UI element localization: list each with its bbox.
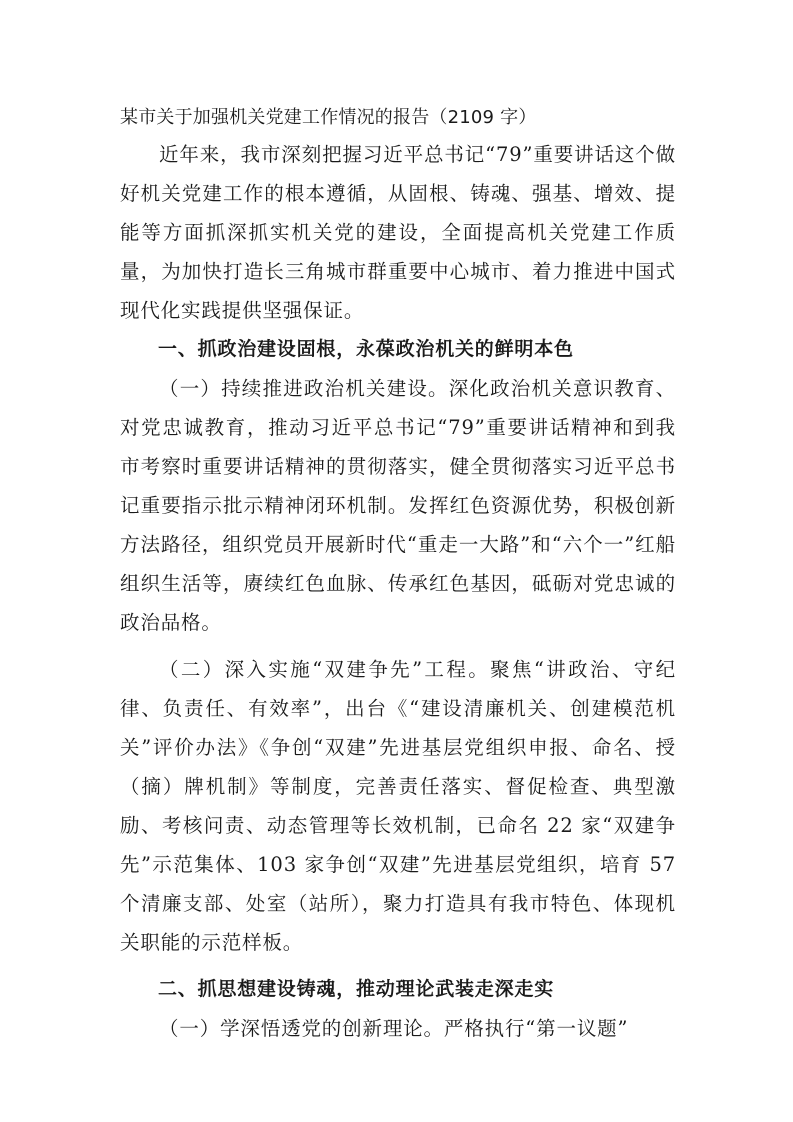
section-2-heading: 二、抓思想建设铸魂，推动理论武装走深走实 [158,978,555,1000]
section-1-paragraph-1: （一）持续推进政治机关建设。深化政治机关意识教育、对党忠诚教育，推动习近平总书记“79”重要讲话精神和到我市考察时重要讲话精神的贯彻落实，健全贯彻落实习近平总书记重要指示批示精神闭环机制。发挥红色资源优势，积极创新方法路径，组织党员开展新时代“重走一大路”和“六个一”红船组织生活等，赓续红色血脉、传承红色基因，砥砺对党忠诚的政治品格。 [120,377,676,634]
paragraph-spacer [120,962,676,970]
intro-paragraph: 近年来，我市深刻把握习近平总书记“79”重要讲话这个做好机关党建工作的根本遵循，从固根、铸魂、强基、增效、提能等方面抓深抓实机关党的建设，全面提高机关党建工作质量，为加快打造长三角城市群重要中心城市、着力推进中国式现代化实践提供坚强保证。 [120,143,676,322]
document-body [120,103,676,1048]
section-1-heading: 一、抓政治建设固根，永葆政治机关的鲜明本色 [158,338,574,360]
section-2-paragraph-1: （一）学深悟透党的创新理论。严格执行“第一议题” [159,1017,629,1040]
document-title: 某市关于加强机关党建工作情况的报告（2109 字） [120,107,537,128]
paragraph-spacer [120,642,676,650]
section-1-paragraph-2: （二）深入实施“双建争先”工程。聚焦“讲政治、守纪律、负责任、有效率”，出台《“建设清廉机关、创建模范机关”评价办法》《争创“双建”先进基层党组织申报、命名、授（摘）牌机制》等制度，完善责任落实、督促检查、典型激励、考核问责、动态管理等长效机制，已命名 22 家“双建争先”示范集体、103 家争创“双建”先进基层党组织，培育 57 个清廉支部、处室（站所），聚力打造具有我市特色、体现机关职能的示范样板。 [120,658,676,954]
